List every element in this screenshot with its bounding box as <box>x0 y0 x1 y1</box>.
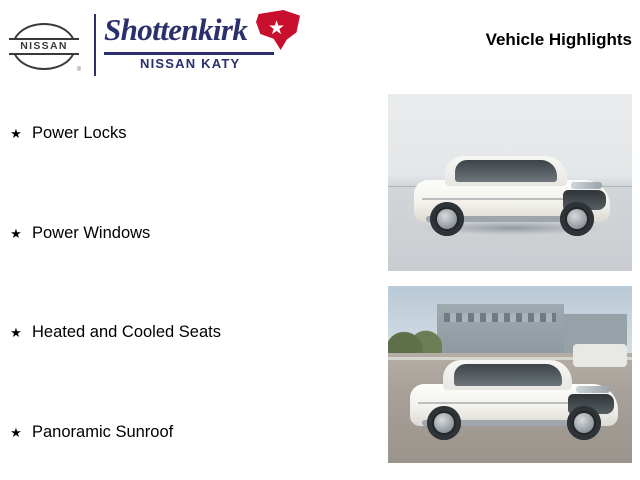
feature-label: Heated and Cooled Seats <box>32 323 221 341</box>
feature-label: Power Windows <box>32 224 151 242</box>
suv-illustration <box>414 140 610 236</box>
suv-rear-wheel <box>427 406 461 440</box>
feature-label: Panoramic Sunroof <box>32 423 174 441</box>
star-icon: ★ <box>10 126 22 141</box>
logo-divider <box>94 14 96 76</box>
suv-beltline <box>422 198 587 200</box>
list-item <box>10 323 221 342</box>
list-item <box>10 224 150 243</box>
dealer-subtitle: NISSAN KATY <box>140 56 241 71</box>
vehicle-lot-photo <box>388 286 632 463</box>
texas-star-icon <box>256 10 300 50</box>
page-header <box>0 0 640 92</box>
nissan-trademark: ® <box>76 67 81 73</box>
suv-rear-wheel <box>430 202 464 236</box>
dealer-name-underline <box>104 52 274 55</box>
star-icon: ★ <box>10 226 22 241</box>
nissan-logo-icon <box>8 16 82 78</box>
suv-front-wheel <box>560 202 594 236</box>
nissan-wordmark: NISSAN <box>20 40 68 53</box>
vehicle-highlights-list <box>0 100 380 472</box>
vehicle-studio-photo <box>388 94 632 271</box>
suv-beltline <box>418 402 593 404</box>
list-item <box>10 124 126 143</box>
star-icon: ★ <box>10 325 22 340</box>
suv-glass <box>454 364 562 386</box>
page-title: Vehicle Highlights <box>485 30 632 49</box>
nissan-logo-bar <box>9 38 79 55</box>
feature-label: Power Locks <box>32 124 127 142</box>
star-icon: ★ <box>10 425 22 440</box>
texas-star-glyph: ★ <box>268 18 286 39</box>
dealer-logo[interactable] <box>8 8 286 86</box>
suv-front-wheel <box>567 406 601 440</box>
list-item <box>10 423 173 442</box>
suv-headlight <box>571 182 602 189</box>
suv-illustration <box>410 338 618 440</box>
dealer-name: Shottenkirk <box>104 12 248 47</box>
suv-glass <box>455 160 557 182</box>
suv-headlight <box>576 386 609 393</box>
